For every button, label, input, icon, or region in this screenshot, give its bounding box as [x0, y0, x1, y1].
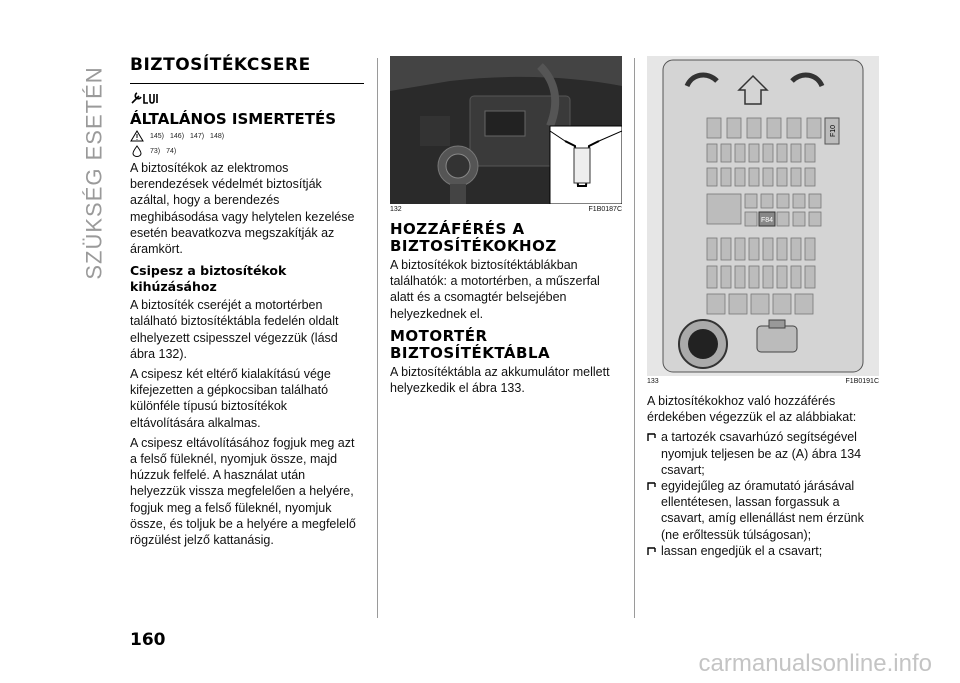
checkbox-bullet-icon: [647, 482, 656, 491]
figure-133-caption: [647, 378, 879, 385]
figure-132-engine-bay: [390, 56, 622, 204]
paragraph-tweezers-location: A biztosíték cseréjét a motortérben található biztosítéktábla fedelén oldalt elhelyezett csipesszel végezzük (lásd ábra 132).: [130, 298, 339, 361]
step-item: [647, 478, 879, 543]
heading-tweezers: Csipesz a biztosítékok kihúzásához: [130, 263, 287, 295]
engine-bay-illustration: [390, 56, 622, 204]
step-text: egyidejűleg az óramutató járásával ellentétesen, lassan forgassuk a csavart, amíg ellenállást nem érzünk (ne erőltessük túlságosan);: [661, 479, 864, 542]
fuse-f10-label: F10: [830, 124, 837, 138]
section-title: BIZTOSÍTÉKCSERE: [130, 55, 311, 75]
step-text: lassan engedjük el a csavart;: [661, 543, 823, 558]
ref-148: 148): [210, 132, 225, 140]
heading-fuse-access: HOZZÁFÉRÉS A BIZTOSÍTÉKOKHOZ: [390, 220, 557, 255]
ref-147: 147): [190, 132, 205, 140]
figure-133-number: 133: [647, 378, 659, 385]
figure-132-code: F1B0187C: [588, 206, 622, 213]
step-item: [647, 543, 879, 559]
title-rule: [130, 83, 364, 84]
column-right: [647, 56, 879, 559]
heading-engine-fusebox: MOTORTÉR BIZTOSÍTÉKTÁBLA: [390, 326, 551, 362]
figure-132-number: 132: [390, 206, 402, 213]
ref-145: 145): [150, 132, 165, 140]
column-left: [130, 56, 364, 552]
caution-drop-icon: [130, 145, 144, 157]
ref-146: 146): [170, 132, 185, 140]
page-number: 160: [130, 630, 166, 650]
column-middle: [390, 56, 622, 400]
section-side-tab: [80, 58, 110, 288]
ref-74: 74): [166, 147, 177, 155]
fuse-f84-label: F84: [760, 217, 774, 224]
paragraph-tweezers-ends: A csipesz két eltérő kialakítású vége kifejezetten a gépkocsiban található különféle típusú biztosítékok eltávolítására alkalmas.: [130, 367, 331, 430]
section-side-tab-label: SZÜKSÉG ESETÉN: [82, 66, 107, 280]
figure-132-caption: [390, 206, 622, 213]
figure-133-code: F1B0191C: [845, 378, 879, 385]
watermark: carmanualsonline.info: [698, 650, 932, 677]
figure-133-fusebox: [647, 56, 879, 376]
column-divider-1: [377, 58, 378, 618]
caution-refs-row2: [130, 145, 364, 157]
ref-73: 73): [150, 147, 161, 155]
warning-refs-row1: [130, 130, 364, 142]
paragraph-fuse-locations: A biztosítékok biztosítéktáblákban találhatók: a motortérben, a műszerfal alatt és a csomagtér belsejében helyezkednek el.: [390, 258, 600, 321]
column-divider-2: [634, 58, 635, 618]
subsection-title: ÁLTALÁNOS ISMERTETÉS: [130, 110, 337, 128]
paragraph-intro: A biztosítékok az elektromos berendezések védelmét biztosítják azáltal, hogy a berendezés meghibásodása vagy helytelen kezelése esetén beavatkozva megszakítják az áramkört.: [130, 161, 355, 257]
fusebox-diagram: [647, 56, 879, 376]
service-icon: [130, 90, 160, 106]
paragraph-fusebox-location: A biztosítéktábla az akkumulátor mellett helyezkedik el ábra 133.: [390, 364, 610, 396]
paragraph-tweezers-removal: A csipesz eltávolításához fogjuk meg azt a felső füleknél, nyomjuk össze, majd húzzuk felfelé. A használat után helyezzük vissza megfelelően a helyére, fogjuk meg a felső füleknél, nyomjuk össze, és toljuk be a helyére a megfelelő rögzülést jelző kattanásig.: [130, 435, 356, 548]
step-text: a tartozék csavarhúzó segítségével nyomjuk teljesen be az (A) ábra 134 csavart;: [661, 430, 862, 477]
paragraph-access-steps: A biztosítékokhoz való hozzáférés érdekében végezzük el az alábbiakat:: [647, 394, 857, 425]
checkbox-bullet-icon: [647, 433, 656, 442]
checkbox-bullet-icon: [647, 547, 656, 556]
warning-icon: [130, 130, 144, 142]
step-item: [647, 429, 879, 478]
